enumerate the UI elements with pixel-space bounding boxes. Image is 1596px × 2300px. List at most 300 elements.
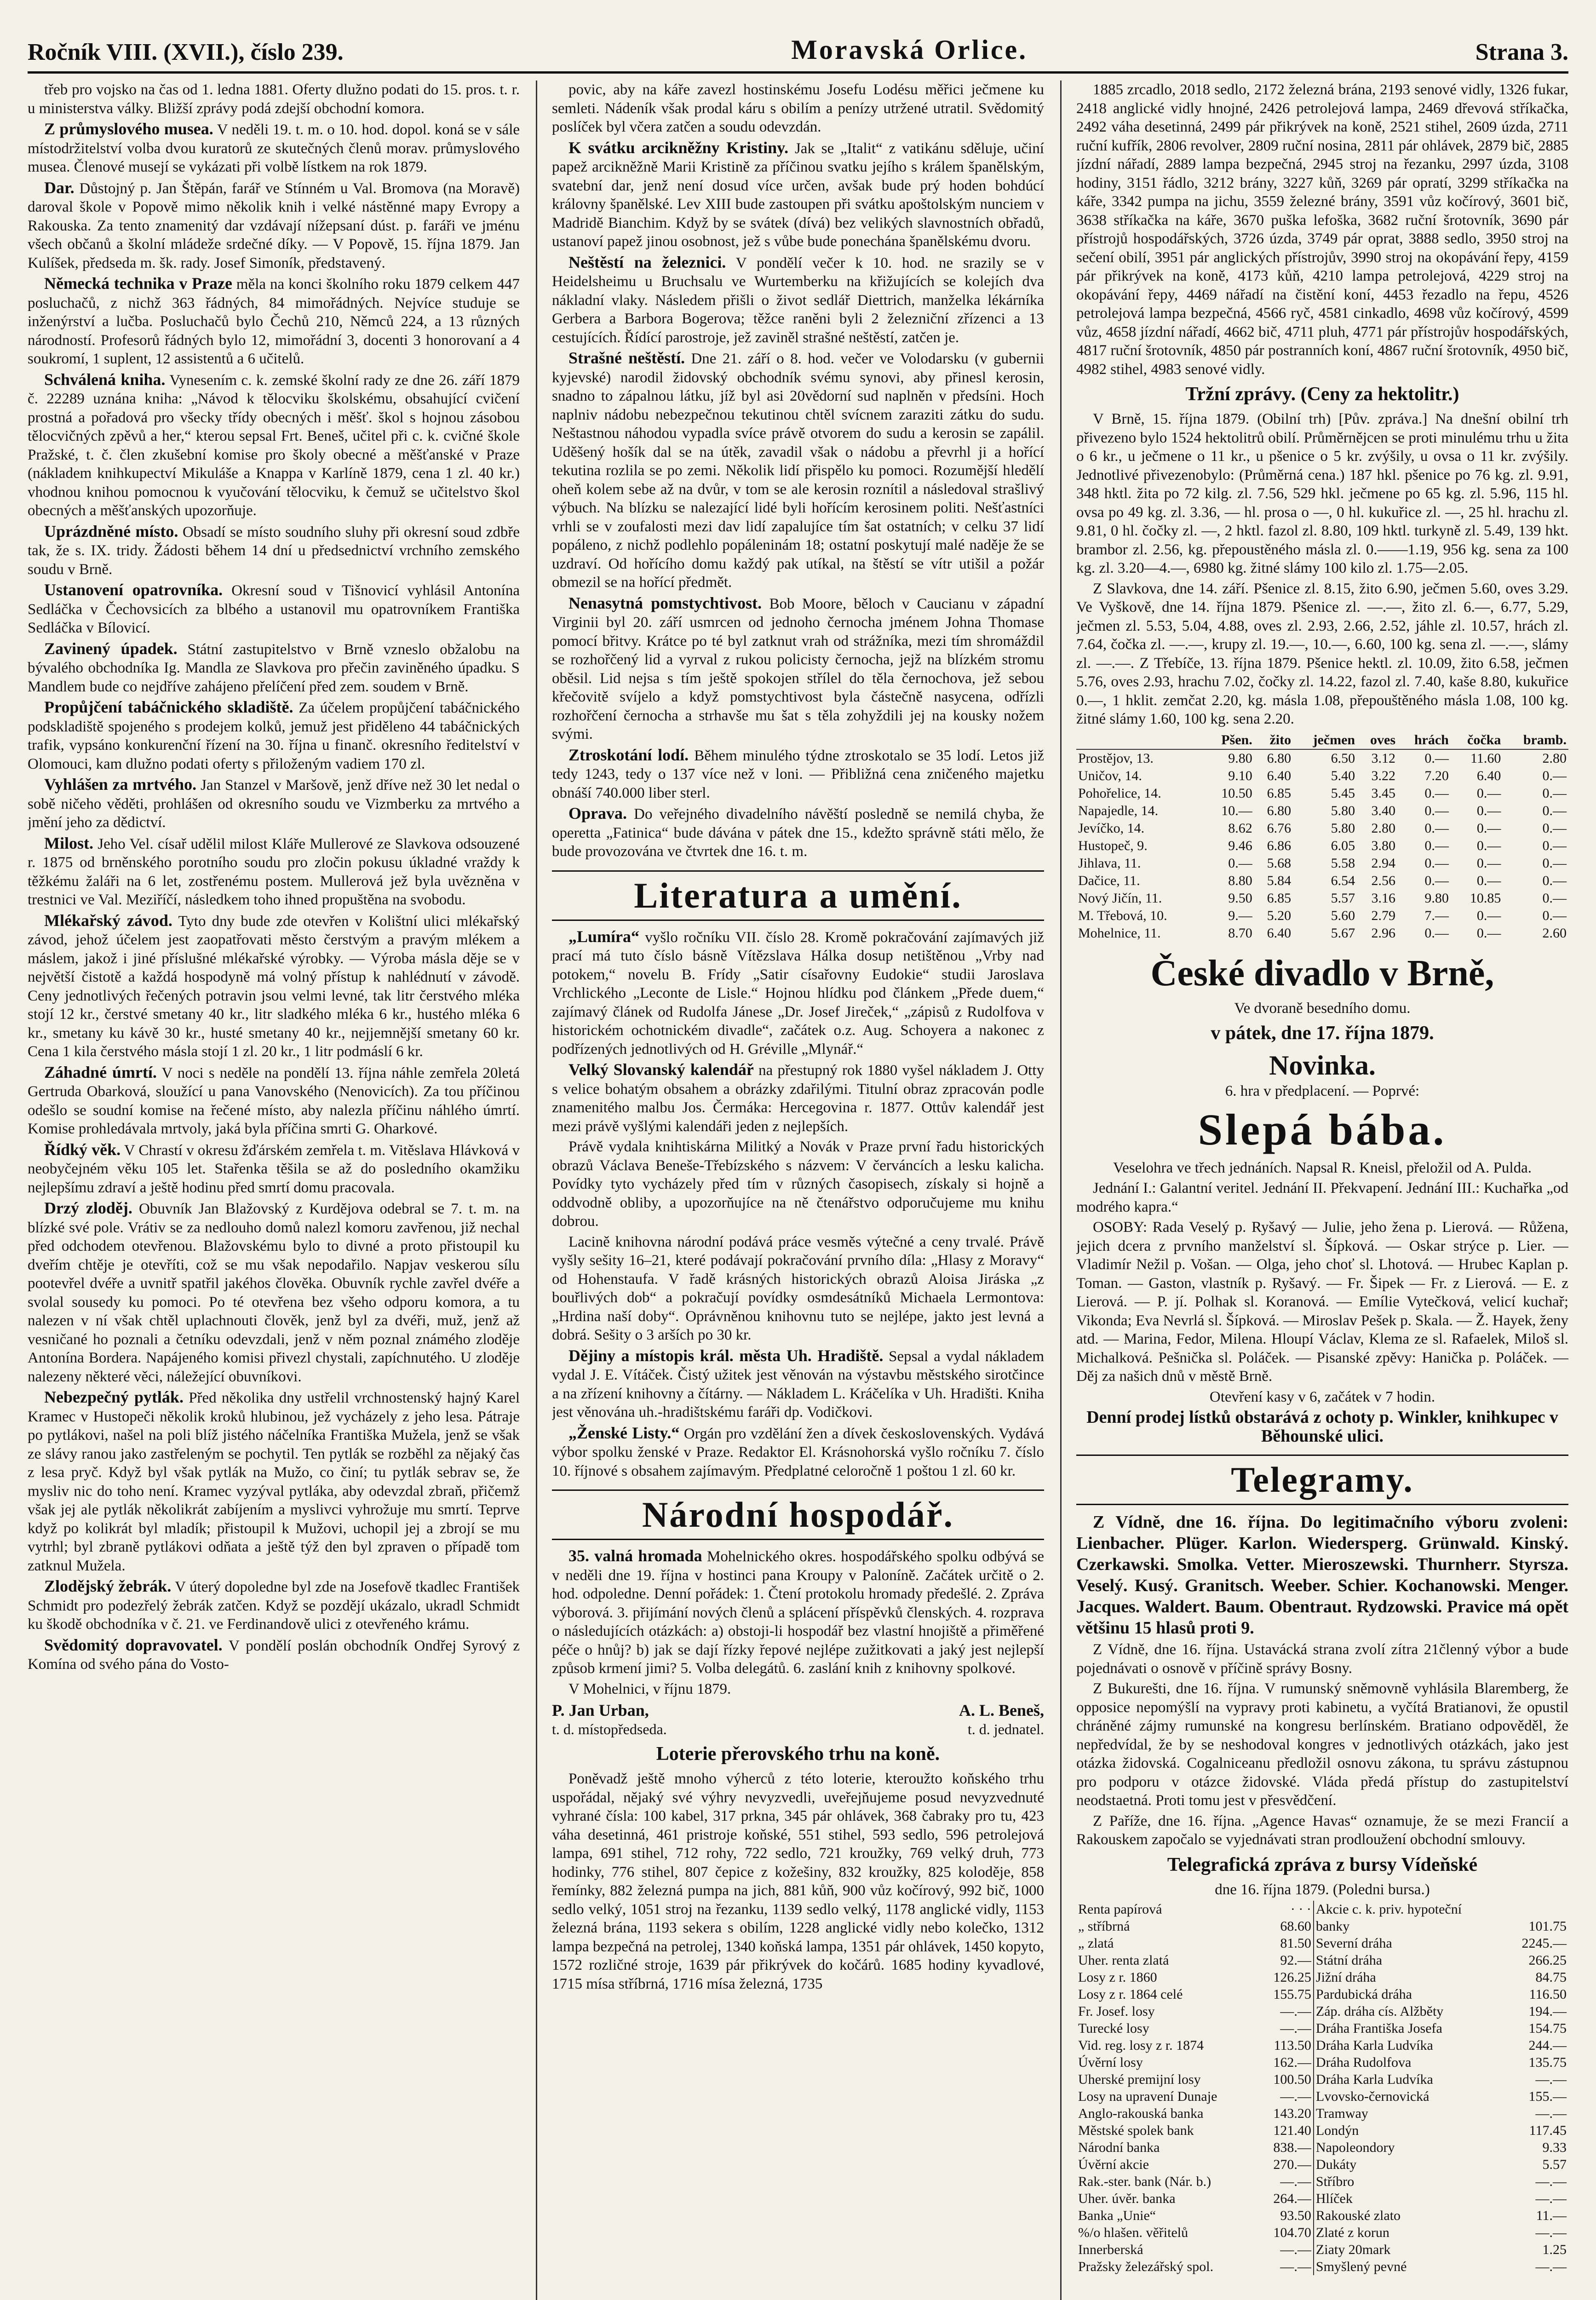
bourse-table-body <box>1076 1901 1568 2275</box>
price-value: 7.20 <box>1424 768 1449 783</box>
bourse-price: 1.25 <box>1542 2242 1567 2257</box>
bourse-security: Zlaté z korun <box>1314 2224 1506 2241</box>
bourse-row <box>1076 2207 1568 2224</box>
column-right <box>1076 80 1568 2300</box>
bourse-row <box>1076 1969 1568 1986</box>
price-value: 0.— <box>1542 873 1567 888</box>
section-heading-economy: Národní hospodář. <box>552 1489 1044 1540</box>
bourse-row <box>1076 1918 1568 1935</box>
economy-items <box>552 1547 1044 1698</box>
bourse-price: 11.— <box>1536 2208 1567 2223</box>
price-value: 0.— <box>1424 803 1449 818</box>
news-item <box>552 1547 1044 1678</box>
bourse-security: Dráha Františka Josefa <box>1314 2020 1506 2037</box>
news-item <box>552 1680 1044 1699</box>
bourse-security: Pardubická dráha <box>1314 1986 1506 2003</box>
bourse-security: Uher. úvěr. banka <box>1078 2191 1176 2206</box>
bourse-price: 244.— <box>1528 2038 1567 2053</box>
bourse-price: —.— <box>1535 2174 1567 2189</box>
bourse-price <box>1506 1901 1568 1918</box>
bourse-price: 2245.— <box>1521 1936 1567 1951</box>
bourse-price: —.— <box>1280 2242 1311 2257</box>
price-value: 0.— <box>1476 925 1501 941</box>
price-value: 3.12 <box>1371 750 1396 766</box>
price-value: 0.— <box>1228 855 1252 871</box>
bourse-security: Banka „Unie“ <box>1078 2208 1156 2223</box>
bourse-security: Losy na upravení Dunaje <box>1078 2089 1217 2104</box>
bourse-price: —.— <box>1280 2021 1311 2036</box>
bourse-price: · · · <box>1290 1902 1311 1917</box>
price-value: 0.— <box>1542 838 1567 853</box>
bourse-security: Dukáty <box>1314 2156 1506 2173</box>
price-value: 6.40 <box>1476 768 1501 783</box>
news-item <box>552 927 1044 1059</box>
lottery-text: Poněvadž ještě mnoho výherců z této loterie, kteroužto koňského trhu uspořádal, nějaký své výhry nevyzvedli, uveřejňujeme posud nevyzvednuté vyhrané čísla: 100 kabel, 317 prkna, 345 pár ohlávek, 368 čabraky pro tu, 423 váha desetinná, 461 pristroje koňské, 551 stihel, 593 sedlo, 596 petrolejová lampa, 691 stihel, 712 rohy, 722 sedlo, 721 kroužky, 769 velký druh, 773 hodinky, 776 stihel, 807 čepice z kožešiny, 832 kroužky, 825 koloděje, 858 řemínky, 882 železná pumpa na jich, 881 kůň, 900 vůz kočírový, 992 bič, 1000 sedlo velký, 1051 stroj na řezanku, 1139 sedlo velký, 1178 anglické vidly, 1153 železná brána, 1193 sekera s obilím, 1228 anglické vidly nebo kolečko, 1312 lampa bezpečná na petrolej, 1340 koňská lampa, 1351 pár ohlávek, 1450 kopyto, 1572 rozličné stroje, 1639 pár přikrývek do kočárů. 1685 hodiny kyvadlové, 1715 mísa stříbrná, 1716 mísa železná, 1735 <box>552 1771 1044 1992</box>
price-town: Jihlava, 11. <box>1078 855 1141 871</box>
news-item <box>28 775 520 832</box>
price-value: 2.96 <box>1371 925 1396 941</box>
news-item-text: Orgán pro vzdělání žen a dívek československých. Vydává výbor spolku ženské v Praze. Redaktor El. Krásnohorská vyšlo ročníku 7. číslo 10. říjnové s obsahem zajímavým. Předplatné celoročně 1 poštou 1 zl. 60 kr. <box>552 1425 1044 1479</box>
theatre-tickets: Denní prodej lístků obstarává z ochoty p. Winkler, knihkupec v Běhounské ulici. <box>1086 1408 1558 1446</box>
news-item-title: 35. valná hromada <box>568 1547 702 1565</box>
bourse-price: 117.45 <box>1529 2123 1567 2138</box>
bourse-price: 162.— <box>1273 2055 1311 2070</box>
bourse-security: Rakouské zlato <box>1314 2207 1506 2224</box>
price-value: 9.80 <box>1424 890 1449 906</box>
news-item <box>28 1388 520 1575</box>
bourse-row <box>1076 2105 1568 2122</box>
bourse-price: 116.50 <box>1529 1987 1567 2002</box>
price-value: 7.— <box>1424 908 1449 923</box>
column-rule <box>1060 80 1062 2300</box>
price-value: 0.— <box>1476 908 1501 923</box>
telegram-vienna-2: Z Vídně, dne 16. října. Ustavácká strana zvolí zítra 21členný výbor a bude pojednávati o osnově v příčině správy Bosny. <box>1076 1641 1568 1677</box>
bourse-price: 113.50 <box>1274 2038 1311 2053</box>
news-item-text: Jak se „Italit“ z vatikánu sděluje, učiní papež arcikněžně Marii Kristině za příčinou svatku jejího s králem španělským, svatební dar, jenž není dosud více určen, avšak bude prý hoden bohdúcí královny španělské. Lev XIII bude zastoupen při svátku apoštolským nunciem v Madridě Bianchim. Když by se svátek (dívá) bez velikých slavnostních obřadů, ustanoví papež jinou osobnost, jež s vůbe bude ponechána španělskému dvoru. <box>552 140 1044 250</box>
news-item <box>28 698 520 773</box>
bourse-security: Pražsky železářský spol. <box>1078 2259 1214 2274</box>
column-middle <box>552 80 1044 2300</box>
news-item-text: V noci s neděle na pondělí 13. října náhle zemřela 20letá Gertruda Obarková, sloužící u pana Vanovského (Nenovicích). Za tou příčinou odešlo se soudní komise na řečené místo, aby nalezla příčinu náhlého úmrtí. Komise prohledávala mrtvoly, jaká byla příčina smrti G. Oharkové. <box>28 1064 520 1137</box>
news-item-title: „Ženské Listy.“ <box>568 1423 680 1442</box>
bourse-row <box>1076 2190 1568 2207</box>
news-item-text: Lacině knihovna národní podává práce vesměs výtečné a ceny trvalé. Právě vyšly sešity 16–21, které podávají pokračování prvního díla: „Hlasy z Moravy“ od Hohenstaufa. V řadě krásných historických obrazů Aloisa Jiráska „z bouřlivých dob“ a pokračují povídky osmdesátníků Michaela Lermontova: „Hrdina naší doby“. Oprávněnou knihovnu tuto se nejlépe, jakto jest levná a dobrá. Sešity o 3 arších po 30 kr. <box>552 1233 1044 1343</box>
news-item-text: Obsadí se místo soudního sluhy při okresní soud zdbře tak, že s. IX. tridy. Žádosti během 14 dní u předsednictví vrchního zemského soudu v Brně. <box>28 523 520 578</box>
bourse-security: Smyšlený pevné <box>1314 2258 1506 2275</box>
price-row <box>1076 785 1568 802</box>
bourse-security: Jižní dráha <box>1314 1969 1506 1986</box>
price-column-header: čočka <box>1451 731 1503 749</box>
news-item-title: Ustanovení opatrovníka. <box>44 581 223 599</box>
bourse-security: Dráha Karla Ludvíka <box>1314 2037 1506 2054</box>
bourse-table <box>1076 1901 1568 2275</box>
news-item <box>28 581 520 638</box>
bourse-price: 155.75 <box>1273 1987 1311 2002</box>
price-value: 9.10 <box>1228 768 1252 783</box>
bourse-row <box>1076 2258 1568 2275</box>
news-item-text: Za účelem propůjčení tabáčnického podskladiště spojeného s prodejem kolků, jemuž jest přiděleno 44 tabáčnických trafik, vypsáno konkurenční řízení na 30. října u finanč. okresního ředitelství v Olomouci, kam dlužno podati oferty s přiloženým vadiem 170 zl. <box>28 700 520 772</box>
price-value: 5.45 <box>1331 785 1355 801</box>
bourse-row <box>1076 2156 1568 2173</box>
news-item-title: Mlékařský závod. <box>44 911 172 930</box>
bourse-price: 101.75 <box>1528 1919 1567 1934</box>
theatre-performance: 6. hra v předplacení. — Poprvé: <box>1225 1083 1420 1099</box>
column-left <box>28 80 520 2300</box>
news-item <box>552 1346 1044 1422</box>
news-item <box>28 1063 520 1138</box>
bourse-security: Turecké losy <box>1078 2021 1149 2036</box>
news-item-text: Bob Moore, běloch v Caucianu v západní Virginii byl 20. září usmrcen od jednoho černocha jménem Johna Thomase pomocí břitvy. Krátce po té byl zatknut vrah od strážníka, mezi tím shromáždil se rozhořčený lid a vyrval z rukou policisty černocha, jejž na blízkém stromu oběsil. Lid nejsa s tím ještě spokojen střílel do těla černochova, jež sebou křečovitě svíjelo a když pomstychtivost byla částečně nasycena, odřízli rozhořčení černocha a strhavše mu šat s těla zohyždili jej na kousky nožem svými. <box>552 595 1044 742</box>
bourse-security: Lvovsko-černovická <box>1314 2088 1506 2105</box>
news-item-title: Propůjčení tabáčnického skladiště. <box>44 698 293 716</box>
bourse-security: Záp. dráha cís. Alžběty <box>1314 2003 1506 2020</box>
price-value: 0.— <box>1476 855 1501 871</box>
price-value: 0.— <box>1424 750 1449 766</box>
price-column-header: Pšen. <box>1206 731 1254 749</box>
news-item-title: Drzý zloděj. <box>44 1199 132 1217</box>
bourse-price: 143.20 <box>1273 2106 1311 2121</box>
news-item <box>552 349 1044 592</box>
bourse-price: 104.70 <box>1273 2225 1311 2240</box>
price-value: 0.— <box>1542 803 1567 818</box>
price-value: 0.— <box>1542 855 1567 871</box>
bourse-price: —.— <box>1280 2089 1311 2104</box>
news-item-text: Během minulého týdne ztroskotalo se 35 lodí. Letos již tedy 1243, tedy o 137 více než v loni. — Přibližná cena zničeného majetku obnáší 740.000 liber sterl. <box>552 747 1044 801</box>
bourse-price: 264.— <box>1273 2191 1311 2206</box>
bourse-row <box>1076 1952 1568 1969</box>
news-item-title: Uprázdněné místo. <box>44 522 178 540</box>
news-item-text: V neděli 19. t. m. o 10. hod. dopol. koná se v sále místodržitelství volba dvou kuratorů ze skutečných členů morav. průmyslového musea. Členové musejí se vykázati při volbě lístkem na rok 1879. <box>28 121 520 175</box>
price-value: 6.80 <box>1267 750 1292 766</box>
news-item-title: Milost. <box>44 834 93 852</box>
news-item-text: V pondělí večer k 10. hod. ne srazily se v Heidelsheimu u Bruchsalu ve Wurtemberku na křižujících se kolejích dva nákladní vlaky. Následem přišli o život sedlář Diettrich, manželka lékárníka Gerbera a Barbora Bogerova; těžce raněni byli 2 železniční zřízenci a 13 cestujících. Řídící parostroje, jež zaviněl strašné neštěstí, zatčen je. <box>552 254 1044 346</box>
bourse-row <box>1076 1935 1568 1952</box>
news-item-title: „Lumíra“ <box>568 927 640 946</box>
news-item-title: Nebezpečný pytlák. <box>44 1388 184 1406</box>
bourse-row <box>1076 2037 1568 2054</box>
bourse-row <box>1076 2020 1568 2037</box>
bourse-security: Napoleondory <box>1314 2139 1506 2156</box>
bourse-price: —.— <box>1535 2072 1567 2087</box>
bourse-price: 135.75 <box>1528 2055 1567 2070</box>
price-value: 0.— <box>1424 785 1449 801</box>
bourse-security: Hlíček <box>1314 2190 1506 2207</box>
bourse-security: Vid. reg. losy z r. 1874 <box>1078 2038 1204 2053</box>
price-town: Nový Jičín, 11. <box>1078 890 1162 906</box>
news-item <box>552 1138 1044 1231</box>
news-item-text: Jeho Vel. císař udělil milost Kláře Mullerové ze Slavkova odsouzené r. 1875 od brněnského porotního soudu pro zločin pokusu úkladné vraždy k těžkému žaláři na 6 let, zostřenému postem. Mullerová jež byla uvězněna v trestnici ve Val. Meziříčí, následkem toho ihned propuštěna na svobodu. <box>28 835 520 908</box>
bourse-price: —.— <box>1535 2106 1567 2121</box>
news-item-text: Tyto dny bude zde otevřen v Kolištní ulici mlékařský závod, jehož účelem jest zaopatřovati město čerstvým a pravým mlékem a máslem, jakož i jiné příslušné mlékařské výrobky. — Výroba másla děje se v největší čistotě a každá hospodyně má volný přístup k nahlédnutí v závodě. Ceny jednotlivých řečených potravin jsou velmi levné, tak litr čerstvého mléka stojí 12 kr., čerstvé smetany 40 kr., litr sladkého mléka 6 kr., hustého mléka 6 kr., smetany ku kávě 30 kr., husté smetany 40 kr., nejjemnější smetany 60 kr. Cena 1 kila čerstvého másla stojí 1 zl. 20 kr., 1 litr podmáslí 6 kr. <box>28 913 520 1060</box>
news-item-text: třeb pro vojsko na čas od 1. ledna 1881. Oferty dlužno podati do 15. pros. t. r. u ministerstva války. Bližší zprávy podá zdejší obchodní komora. <box>28 81 520 117</box>
news-item-title: Schválená kniha. <box>44 370 166 389</box>
bourse-security: Stříbro <box>1314 2173 1506 2190</box>
news-item <box>552 746 1044 803</box>
news-item <box>28 522 520 579</box>
bourse-price: 100.50 <box>1273 2072 1311 2087</box>
news-item-text: Mohelnického okres. hospodářského spolku odbývá se v neděli dne 19. října v hostinci pana Kroupy v Paloníně. Začátek určitě o 2. hod. odpoledne. Denní pořádek: 1. Čtení protokolu hromady předešlé. 2. Zpráva výborová. 3. přijímání nových členů a splácení příspěvků členských. 4. rozprava o následujících otázkách: a) obstoji-li hospodář bez vlastní hnojiště a přiměřené péče o hnůj? b) jak se dají řízky řepové nejlépe zužitkovati a jaký jest nejlepší způsob krmení jimi? 5. Volba delegátů. 6. zaslání knih z knihovny spolkové. <box>552 1548 1044 1677</box>
price-value: 0.— <box>1424 873 1449 888</box>
bourse-price: 194.— <box>1528 2004 1567 2019</box>
news-item-text: Před několika dny ustřelil vrchnostenský hajný Karel Kramec v Hustopeči několik kroků hlubinou, jež vycházely z jeho lesa. Pátraje po pytlákovi, našel na poli blíž jistého náčelníka Františka Mužela, jenž se však ze slávy ranou jako zastřeleným se pochytil. Ten pytlák se rozběhl za nějaký čas z lesa pryč. Když byl však pytlák na Mužo, co činí; tu pytlák sebrav se, že mysliv nic do toho není. Kramec vyzýval pytláka, aby odevzdal zbraň, přičemž však jej ale pytlák několikrát zabíjením a myslivci vyhrožuje mu smrtí. Teprve když po kolikrát byl mladík; přistoupil k Mužovi, uchopil jej a zbrojí se mu vytrhl; byl zbraně pytlákovi odňata a ještě týž den byl zpraven o případě tom zatknul Mužela. <box>28 1390 520 1574</box>
price-value: 0.— <box>1542 890 1567 906</box>
bourse-price: 155.— <box>1528 2089 1567 2104</box>
price-column-header: žito <box>1254 731 1293 749</box>
page-header <box>28 18 1568 74</box>
theatre-venue: Ve dvoraně besedního domu. <box>1234 1000 1411 1017</box>
price-value: 0.— <box>1476 873 1501 888</box>
bourse-security: Uherské premijní losy <box>1078 2072 1201 2087</box>
bourse-security: Městské spolek bank <box>1078 2123 1194 2138</box>
news-item-title: Dar. <box>44 178 75 197</box>
bourse-security: Akcie c. k. priv. hypoteční <box>1314 1901 1506 1918</box>
literature-items <box>552 927 1044 1481</box>
price-value: 0.— <box>1542 768 1567 783</box>
market-other: Z Slavkova, dne 14. září. Pšenice zl. 8.15, žito 6.90, ječmen 5.60, oves 3.29. Ve Vyškově, dne 14. října 1879. Pšenice zl. —.—, žito zl. 6.—, 6.77, 5.29, ječmen zl. 5.53, 5.04, 4.88, oves zl. 2.93, 2.66, 2.52, jáhle zl. 10.57, hrách zl. 7.64, čočka zl. —.—, krupy zl. 19.—, 10.—, 6.60, 100 kg. sena zl. —.—, slámy zl. —.—. Z Třebíče, 13. října 1879. Pšenice hektl. zl. 10.09, žito 6.58, ječmen 5.76, oves 2.93, hrachu 7.02, čočky zl. 14.22, fazol zl. 7.40, kaše 8.80, kukuřice 0.—, 1 hklit. zemčat 2.20, kg. másla 1.08, přepouštěného másla 1.08, 100 kg. žitné slámy 1.60, 100 kg. sena 2.20. <box>1076 580 1568 727</box>
price-column-header: bramb. <box>1503 731 1568 749</box>
price-value: 6.54 <box>1331 873 1355 888</box>
bourse-security: Tramway <box>1314 2105 1506 2122</box>
signature-names <box>552 1701 1044 1720</box>
price-value: 6.05 <box>1331 838 1355 853</box>
price-value: 8.62 <box>1228 820 1252 836</box>
bourse-price: 84.75 <box>1535 1970 1567 1985</box>
price-value: 9.— <box>1228 908 1252 923</box>
play-description: Veselohra ve třech jednáních. Napsal R. Kneisl, přeložil od A. Pulda. <box>1113 1159 1532 1176</box>
price-table <box>1076 731 1568 942</box>
market-heading: Tržní zprávy. (Ceny za hektolitr.) <box>1185 384 1459 405</box>
news-item-text: Obuvník Jan Blažovský z Kurdějova odebral se 7. t. m. na blízké své pole. Vrátiv se za nedlouho domů nalezl komoru zavřenou, již nechal před odchodem otevřenou. Blažovskému bylo to divné a proto přistoupil ku dveřím chtěje je otevříti, což se mu však nepodařilo. Napjav veskerou sílu pootevřel dvéře a uvnitř spatřil jakéhos člověka. Obuvník rychle zavřel dvéře a svolal sousedy ku pomoci. Po té otevřena bez všeho odporu komora, a tu nalezen v ní však chtěl uplachnouti člověk, jenž byl za dvéři, muž, jenž až vesničané ho poznali a četníku odevzdali, jenž v něm poznal známého zloděje Antonína Bordera. Napájeného komisi přivezl chystali, zapíchnutého. U zloděje nalezeny některé věci, náležející obuvníkovi. <box>28 1201 520 1385</box>
bourse-price: 270.— <box>1273 2157 1311 2172</box>
price-row <box>1076 802 1568 820</box>
price-value: 6.76 <box>1267 820 1292 836</box>
theatre-date: v pátek, dne 17. října 1879. <box>1211 1023 1434 1044</box>
news-item-text: Jan Stanzel v Maršově, jenž dříve než 30 let nedal o sobě ničeho věděti, prohlášen od okresního soudu ve Vizmberku za mrtvého a jmění jeho za dědictví. <box>28 777 520 831</box>
telegram-vienna-1: Z Vídně, dne 16. října. Do legitimačního výboru zvoleni: Lienbacher. Plüger. Karlon. Wiedersperg. Grünwald. Kinský. Czerkawski. Smolka. Vetter. Mieroszewski. Thurnherr. Styrsza. Veselý. Kusý. Granitsch. Weeber. Schier. Kochanowski. Menger. Jacques. Waldert. Baum. Obentraut. Rydzowski. Pravice má opět většinu 15 hlasů proti 9. <box>1076 1512 1568 1638</box>
lottery-continuation: 1885 zrcadlo, 2018 sedlo, 2172 železná brána, 2193 senové vidly, 1326 fukar, 2418 anglické vidly hnojné, 2426 petrolejová lampa, 2469 dřevová stříkačka, 2492 váha desetinná, 2499 pár přikrývek na koně, 2521 stihel, 2609 úzda, 2711 ruční kufřík, 2806 revolver, 2809 ruční nosina, 2811 pár ohlávek, 2879 bič, 2885 jízdní nářadí, 2889 lampa bezpečná, 2945 stroj na řezanku, 2997 úzda, 3108 hodiny, 3151 řádlo, 3212 brány, 3227 kůň, 3269 pár opratí, 3299 stříkačka na káře, 3342 pumpa na jichu, 3559 železné brány, 3591 vůz kočírový, 3601 bič, 3638 stříkačka na káře, 3670 puška lefoška, 3682 ruční šrotovník, 3690 pár přístrojů hospodářských, 3726 úzda, 3749 pár oprat, 3888 sedlo, 3950 stroj na sečení obilí, 3951 pár anglických přístrojův, 3990 stroj na okopávání řepy, 4159 pár přikrývek na koně, 4173 kůň, 4210 lampa petrolejová, 4229 stroj na okopávání řepy, 4469 nářadí na čistění koní, 4453 řezadlo na řepu, 4526 petrolejová lampa bezpečná, 4566 ryč, 4581 cinkadlo, 4698 vůz kočírový, 4599 vůz, 4658 jízdní nářadí, 4662 bič, 4711 pluh, 4771 pár přístrojův hospodářských, 4817 ruční šrotovník, 4850 pár postranních koní, 4867 ruční šrotovník, 4950 bič, 4982 stihel, 4983 senové vidly. <box>1076 81 1568 378</box>
columns <box>28 80 1568 2300</box>
price-town: Hustopeč, 9. <box>1078 838 1148 853</box>
price-value: 6.86 <box>1267 838 1292 853</box>
bourse-price: 9.33 <box>1542 2140 1567 2155</box>
price-value: 9.46 <box>1228 838 1252 853</box>
news-item <box>28 639 520 696</box>
news-item-text: vyšlo ročníku VII. číslo 28. Kromě pokračování zajímavých již prací má tuto číslo básně Vítězslava Hálka dosup netištěnou „Vrby nad potokem,“ novelu B. Frídy „Satir císařovny Eudokie“ studii Jaroslava Vrchlického „Leconte de Lisle.“ Hojnou hlídku pod článkem „Přede duem,“ zajímavý článek od Rudolfa Jánese „Dr. Josef Jireček,“ „zápisů z Rudolfova v historickém ochotnickém divadle“, začátek o.z. Aug. Schoyera a nakonec z podřízených jednotlivých od H. Gréville „Mlynář.“ <box>552 929 1044 1058</box>
news-item-text: Okresní soud v Tišnovicí vyhlásil Antonína Sedláčka v Čechovsicích za blbého a ustanovil mu opatrovníkem Františka Sedláčka v Bílovicí. <box>28 582 520 636</box>
news-item <box>28 911 520 1061</box>
news-item <box>28 834 520 909</box>
bourse-security: Losy z r. 1860 <box>1078 1970 1157 1985</box>
news-item-title: Vyhlášen za mrtvého. <box>44 775 197 794</box>
price-value: 11.60 <box>1470 750 1501 766</box>
price-value: 5.68 <box>1267 855 1292 871</box>
price-value: 5.80 <box>1331 803 1355 818</box>
price-row <box>1076 907 1568 925</box>
price-value: 8.80 <box>1228 873 1252 888</box>
theatre-heading: České divadlo v Brně, <box>1150 953 1494 994</box>
price-table-body <box>1076 749 1568 942</box>
news-item-text: na přestupný rok 1880 vyšel nákladem J. Otty s velice bohatým obsahem a obrázky zdařilými. Titulní obraz zpracován podle znamenitého malbu Jos. Čermáka: Hercegovina r. 1877. Ottův kalendář jest mezi právě vyšlými kalendáři jeden z nejlepších. <box>552 1062 1044 1135</box>
price-value: 0.— <box>1476 785 1501 801</box>
price-value: 2.60 <box>1542 925 1567 941</box>
price-value: 6.85 <box>1267 890 1292 906</box>
play-title: Slepá bába. <box>1198 1104 1447 1154</box>
signature-roles <box>552 1720 1044 1739</box>
bourse-security: Anglo-rakouská banka <box>1078 2106 1204 2121</box>
price-row <box>1076 820 1568 837</box>
price-value: 5.60 <box>1331 908 1355 923</box>
news-item-title: Zlodějský žebrák. <box>44 1577 172 1595</box>
bourse-heading: Telegrafická zpráva z bursy Vídeňské <box>1167 1854 1478 1875</box>
bourse-price: —.— <box>1535 2191 1567 2206</box>
bourse-subheading: dne 16. října 1879. (Poledni bursa.) <box>1215 1881 1430 1898</box>
price-value: 5.20 <box>1267 908 1292 923</box>
market-brno: V Brně, 15. října 1879. (Obilní trh) [Pův. zpráva.] Na dnešní obilní trh přivezeno bylo 1524 hektolitrů obilí. Průměrnějcen se proti minulému trhu u žita o 6 kr., u ječmene o 11 kr., u pšenice o 5 kr. zvýšily, u ovsa o 11 kr. zvýšily. Jednotlivé přivezenobylo: (Průměrná cena.) 187 hkl. pšenice po 76 kg. zl. 9.91, 348 hktl. žita po 72 kilg. zl. 7.56, 529 hkl. ječmene po 65 kg. zl. 5.96, 115 hl. ovsa po 49 kg. zl. 3.36, — hl. prosa o —, 0 hl. kukuřice zl. —, 25 hl. hrachu zl. 9.81, 0 hl. čočky zl. —, 2 hktl. fazol zl. 8.80, 109 hktl. turkyně zl. 5.49, 139 hkt. brambor zl. 2.56, kg. přepoustěného másla zl. 0.——1.19, 956 kg. sena za 100 kg. zl. 3.20—4.—, 6980 kg. žitné slámy 100 kilo zl. 1.75—2.05. <box>1076 411 1568 576</box>
news-item-title: Řídký věk. <box>44 1140 121 1159</box>
bourse-security: Severní dráha <box>1314 1935 1506 1952</box>
page-number: Strana 3. <box>1475 39 1568 65</box>
price-town: Prostějov, 13. <box>1078 750 1154 766</box>
news-item <box>28 1140 520 1197</box>
news-item-text: Dne 21. září o 8. hod. večer ve Volodarsku (v gubernii kyjevské) narodil židovský obchodník svému synovi, aby přinesl kerosin, snadno to zápalnou látku, jíž byl asi 20vědorní sud naplněn v předsíni. Hoch naplniv nádobu nebezpečnou tekutinou chtěl svícnem zaraziti zátku do sudu. Neštastnou náhodou vypadla svíce právě otvorem do sudu a kerosin se zapálil. Uděšený hošík dal se na útěk, zavadil však o nádobu a převrhl ji a hořící tekutina rozlila se po zemi. Několik lidí přispělo ku pomoci. Rozumější hledělí oheň kolem sebe až na dvůr, v tom se ale kerosin roznítil a následoval strašlivý výbuch. Na blízku se nalezající lidé byli hořícím kerosinem politi. Nešťastníci vrhli se v zoufalosti mezi dav lidí zapalujíce tím šat ostatních; v celku 37 lidí popáleno, z nichž podlehlo popáleninám 18; ostatní poskytují malé naděje že se uzdraví. Od hořícího domu každý pak utíkal, na štěstí se vítr utišil a požár obmezil se na hořící předmět. <box>552 351 1044 591</box>
news-item <box>28 1199 520 1386</box>
price-value: 8.70 <box>1228 925 1252 941</box>
price-value: 0.— <box>1476 803 1501 818</box>
bourse-security: Losy z r. 1864 celé <box>1078 1987 1183 2002</box>
bourse-price: 81.50 <box>1280 1936 1311 1951</box>
price-value: 2.80 <box>1542 750 1567 766</box>
price-value: 2.94 <box>1371 855 1396 871</box>
news-item-title: Velký Slovanský kalendář <box>568 1060 754 1079</box>
news-item-text: Do veřejného divadelního návěští posledně se nemilá chyba, že operetta „Fatinica“ bude dávána v pátek dne 15., kdežto správně státi mělo, že bude provozována ve čtvrtek dne 16. t. m. <box>552 806 1044 860</box>
signature-right-role: t. d. jednatel. <box>967 1720 1044 1737</box>
bourse-row <box>1076 2003 1568 2020</box>
bourse-price: 5.57 <box>1542 2157 1567 2172</box>
news-item <box>28 120 520 177</box>
news-item-text: měla na konci školního roku 1879 celkem 447 posluchačů, z nichž 363 řádných, 84 mimořádných. Nejvíce studuje se inženýrství a lučba. Posluchačů bylo Čechů 210, Němců 224, a 13 různých národností. Profesorů řádných bylo 12, mimořádní 3, docenti 3 honorovaní a 4 soukromí, 1 suplent, 12 assistentů a 6 učitelů. <box>28 276 520 367</box>
bourse-security: Londýn <box>1314 2122 1506 2139</box>
bourse-row <box>1076 2071 1568 2088</box>
bourse-price: 266.25 <box>1528 1953 1567 1968</box>
bourse-row <box>1076 2054 1568 2071</box>
news-item <box>28 1577 520 1634</box>
bourse-row <box>1076 1901 1568 1918</box>
news-item <box>552 1233 1044 1345</box>
news-item <box>28 274 520 368</box>
price-value: 0.— <box>1476 838 1501 853</box>
price-value: 10.50 <box>1221 785 1252 801</box>
price-value: 5.84 <box>1267 873 1292 888</box>
section-heading-literature: Literatura a umění. <box>552 870 1044 921</box>
news-items <box>552 138 1044 861</box>
lottery-heading: Loterie přerovského trhu na koně. <box>656 1743 940 1765</box>
price-value: 5.58 <box>1331 855 1355 871</box>
news-item <box>28 370 520 520</box>
news-item-text: V pondělí poslán obchodník Ondřej Syrový z Komína od svého pána do Vosto- <box>28 1637 520 1673</box>
bourse-price: 838.— <box>1273 2140 1311 2155</box>
price-row <box>1076 749 1568 767</box>
price-column-header: ječmen <box>1293 731 1357 749</box>
news-item-text: Právě vydala knihtiskárna Militký a Novák v Praze první řadu historických obrazů Václava Beneše-Třebízského s názvem: V červáncích a lesku kalicha. Povídky tyto vycházely před tím v různých časopisech, získaly si hojně a oddvodně obliby, a upozorňujíce na ně čtenářstvo odporučujeme mu knihu dobrou. <box>552 1138 1044 1230</box>
price-table-header <box>1076 731 1568 749</box>
news-item-title: Neštěstí na železnici. <box>568 253 726 271</box>
masthead-title: Moravská Orlice. <box>791 34 1028 65</box>
signature-left-name: P. Jan Urban, <box>552 1701 649 1719</box>
bourse-security: Dráha Rudolfova <box>1314 2054 1506 2071</box>
bourse-security: „ stříbrná <box>1078 1919 1130 1934</box>
theatre-novelty: Novinka. <box>1269 1050 1376 1081</box>
price-value: 3.45 <box>1371 785 1396 801</box>
bourse-security: Ziaty 20mark <box>1314 2241 1506 2258</box>
price-value: 5.40 <box>1331 768 1355 783</box>
bourse-row <box>1076 2122 1568 2139</box>
bourse-price: 126.25 <box>1273 1970 1311 1985</box>
news-item-text: V úterý dopoledne byl zde na Josefově tkadlec František Schmidt pro podezřelý žebrák zatčen. Když se pozdějí ukázalo, ukradl Schmidt ku škodě obchodníka v č. 21. ve Ferdinandově ulici z otevřeného krámu. <box>28 1579 520 1633</box>
price-value: 6.50 <box>1331 750 1355 766</box>
bourse-row <box>1076 2173 1568 2190</box>
price-value: 0.— <box>1424 838 1449 853</box>
price-value: 2.56 <box>1371 873 1396 888</box>
section-heading-telegrams: Telegramy. <box>1076 1455 1568 1505</box>
price-town: Dačice, 11. <box>1078 873 1140 888</box>
column-rule <box>536 80 537 2300</box>
bourse-security: Úvěrní akcie <box>1078 2157 1149 2172</box>
price-row <box>1076 925 1568 942</box>
price-value: 6.40 <box>1267 768 1292 783</box>
price-value: 6.80 <box>1267 803 1292 818</box>
price-town: Mohelnice, 11. <box>1078 925 1161 941</box>
price-value: 3.22 <box>1371 768 1396 783</box>
signature-left-role: t. d. místopředseda. <box>552 1720 667 1737</box>
news-item-title: Zavinený úpadek. <box>44 639 178 658</box>
price-row <box>1076 855 1568 872</box>
theatre-times: Otevření kasy v 6, začátek v 7 hodin. <box>1209 1388 1435 1405</box>
news-item <box>552 1060 1044 1136</box>
news-item-title: Ztroskotání lodí. <box>568 745 689 764</box>
price-town: Uničov, 14. <box>1078 768 1142 783</box>
bourse-security: Úvěrní losy <box>1078 2055 1143 2070</box>
news-item-text: V Chrastí v okresu žďárském zemřela t. m. Vitěslava Hlávková v neobyčejném věku 105 let. Stařenka těšila se až do posledního okamžiku nejlepšímu zdraví a ještě hodinu před smrtí domu pracovala. <box>28 1142 520 1196</box>
price-town: Jevíčko, 14. <box>1078 820 1145 836</box>
price-value: 3.80 <box>1371 838 1396 853</box>
bourse-price: 93.50 <box>1280 2208 1311 2223</box>
news-item-text: V Mohelnici, v říjnu 1879. <box>568 1680 731 1697</box>
signature-right-name: A. L. Beneš, <box>959 1701 1044 1719</box>
news-item <box>552 804 1044 861</box>
price-value: 6.85 <box>1267 785 1292 801</box>
price-value: 10.85 <box>1470 890 1501 906</box>
price-row <box>1076 890 1568 907</box>
price-value: 0.— <box>1476 820 1501 836</box>
bourse-price: 68.60 <box>1280 1919 1311 1934</box>
price-value: 0.— <box>1542 908 1567 923</box>
news-item-text: Sepsal a vydal nákladem vydal J. E. Vítáček. Čistý užitek jest věnován na výstavbu městského sirotčince a na zřízení knihovny a čítárny. — Nákladem L. Kráčelíka v Uh. Hradišti. Kniha jest věnována uh.-hradištskému faráři dp. Vodičkovi. <box>552 1348 1044 1420</box>
news-item <box>28 1636 520 1674</box>
price-value: 0.— <box>1424 820 1449 836</box>
price-town: Pohořelice, 14. <box>1078 785 1161 801</box>
bourse-row <box>1076 2224 1568 2241</box>
telegram-bucharest: Z Bukurešti, dne 16. října. V rumunský sněmovně vyhlásila Blaremberg, že opposice nepomýšlí na vypravy proti kabinetu, a vyčítá Bratianovi, že opustil chráněné zájmy rumunské na kongresu berlínském. Bratiano odpověděl, že nepředvídal, že by se neshodoval kongres v jednotlivých otázkách, jako jest otázka židovská. Cogalniceanu předložil osnovu zákona, tu správu zástupnou pro podporu v otázce židovské. Vláda předá přístup do zastupitelství neodstaetná. Proti tomu jest v přesvědčení. <box>1076 1680 1568 1809</box>
bourse-security: „ zlatá <box>1078 1936 1114 1951</box>
news-item-title: Oprava. <box>568 804 627 822</box>
bourse-security: %/o hlašen. věřitelů <box>1078 2225 1188 2240</box>
issue-label: Ročník VIII. (XVII.), číslo 239. <box>28 39 344 65</box>
bourse-security: Státní dráha <box>1314 1952 1506 1969</box>
article-continuation: povic, aby na káře zavezl hostinskému Josefu Lodésu měřici ječmene ku semleti. Nádeník však prodal káru s obilím a penízy utržené utratil. Svědomitý poslíček byl včera zatčen a soudu odevzdán. <box>552 81 1044 135</box>
price-value: 3.16 <box>1371 890 1396 906</box>
bourse-security: Innerberská <box>1078 2242 1143 2257</box>
bourse-price: 121.40 <box>1273 2123 1311 2138</box>
